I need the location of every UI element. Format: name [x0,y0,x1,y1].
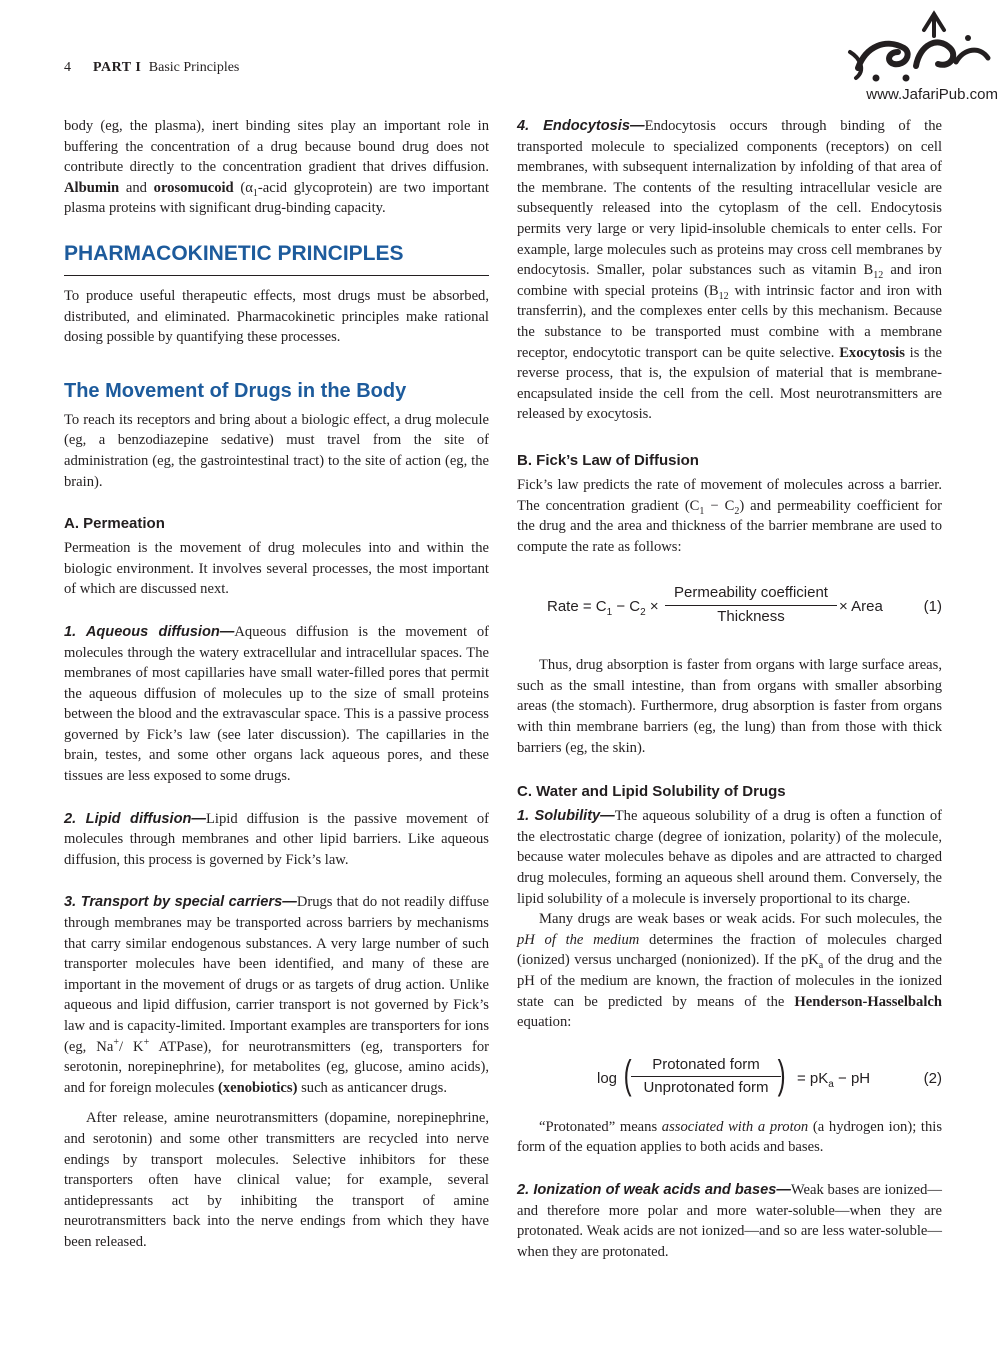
equation-2-number: (2) [923,1069,942,1087]
heading-ficks-law: B. Fick’s Law of Diffusion [517,451,699,469]
equation-1-numerator: Permeability coefficient [665,583,837,606]
part-label: PART I [93,60,142,75]
heading-permeation: A. Permeation [64,515,165,533]
equation-1 [517,577,942,633]
special-carriers-paragraph: 3. Transport by special carriers—Drugs that do not readily diffuse through membranes may be transported across barriers by mechanisms that carry similar endogenous substances. A very large number of such transporter molecules have been identified, and many of these are important in the movement of drugs or as targets of drug action. Unlike aqueous and lipid diffusion, carrier transport is not governed by Fick’s law and is capacity-limited. Important examples are transporters for ions (eg, Na+/ K+ ATPase), for neurotransmitters (eg, transporters for serotonin, norepinephrine), for metabolites (eg, glucose, amino acids), and for foreign molecules (xenobiotics) such as anticancer drugs. [64,894,490,1096]
right-column [517,116,942,1262]
equation-2 [517,1049,942,1107]
subsection-heading-movement: The Movement of Drugs in the Body [64,379,407,402]
publisher-logo [838,8,998,108]
ionization-paragraph: 2. Ionization of weak acids and bases—Weak bases are ionized—and therefore more polar and more water-soluble—when they are protonated. Weak acids are not ionized—and so are less water-soluble—when they are protonated. [517,1181,942,1260]
page-number: 4 [64,60,71,75]
endocytosis-paragraph: 4. Endocytosis—Endocytosis occurs through binding of the transported molecule to specialized components (receptors) on cell membranes, with subsequent internalization by infolding of that area of the membrane. The contents of the resulting intracellular vesicle are subsequently released into the cytoplasm of the cell. Endocytosis permits very large or very lipid-insoluble chemicals to enter cells. For example, large molecules such as proteins may cross cell membranes by endocytosis. Smaller, polar substances such as vitamin $B_{12}$ and iron combine with special proteins ($B_{12}$ with intrinsic factor and iron with transferrin), and the complexes enter cells by this mechanism. Because the substance to be transported must combine with a membrane receptor, endocytotic transport can be quite selective. Exocytosis is the reverse process, that is, the expulsion of material that is membrane-encapsulated inside the cell from the cell. Most neurotransmitters are released by exocytosis. [517,118,943,423]
aqueous-diffusion-paragraph: 1. Aqueous diffusion—Aqueous diffusion is the movement of molecules through the watery extracellular and intracellular spaces. The membranes of most capillaries have small water-filled pores that permit the aqueous diffusion of molecules up to the size of small proteins between the blood and the extravascular space. This is a passive process governed by Fick’s law (see later discussion). The capillaries in the brain, testes, and some other organs lack aqueous pores, and these tissues are less exposed to some drugs. [64,623,489,785]
calligraphy-logo-icon [846,8,996,86]
permeation-paragraph: Permeation is the movement of drug molecules into and within the biologic environment. It involves several processes, the most important of which are discussed next. [64,540,489,598]
equation-1-lhs: Rate = $C_1 - C_2$ × [547,598,659,619]
equation-2-numerator: Protonated form [631,1055,781,1078]
pk-paragraph: To produce useful therapeutic effects, most drugs must be absorbed, distributed, and eliminated. Pharmacokinetic principles make rational dosing possible by quantifying these processes. [64,287,489,346]
weak-bases-paragraph: Many drugs are weak bases or weak acids. For such molecules, the pH of the medium determines the fraction of molecules charged (ionized) versus uncharged (nonionized). If the $pK_a$ of the drug and the pH of the medium are known, the fraction of molecules in the ionized state can be predicted by means of the Henderson-Hasselbalch equation: [517,911,942,1031]
after-release-paragraph: After release, amine neurotransmitters (dopamine, norepinephrine, and serotonin) and some other transmitters are recycled into nerve endings by transport molecules. Selective inhibitors for these transporters often have clinical value; for example, several antidepressants act by inhibiting the transport of amine neurotransmitters back into the nerve endings from which they have been released. [64,1110,489,1250]
solubility-paragraph: 1. Solubility—The aqueous solubility of a drug is often a function of the electrostatic charge (degree of ionization, polarity) of the molecule, because water molecules behave as dipoles and are attracted to charged drug molecules, forming an aqueous shell around them. Conversely, the lipid solubility of a molecule is inversely proportional to its charge. [517,808,942,907]
protonated-paragraph: “Protonated” means associated with a proton (a hydrogen ion); this form of the equation applies to both acids and bases. [517,1118,943,1156]
ficks-law-paragraph: Fick’s law predicts the rate of movement of molecules across a barrier. The concentration gradient $(C_1 - C_2)$ and permeability coefficient for the drug and the area and thickness of the barrier membrane are used to compute the rate as follows: [517,476,943,555]
equation-2-fraction [631,1055,781,1099]
equation-1-fraction [665,583,837,627]
equation-2-left-paren: ( [623,1052,632,1097]
left-column [64,116,489,1253]
equation-2-denominator: Unprotonated form [643,1079,769,1097]
publisher-url: www.JafariPub.com [866,86,998,103]
absorption-paragraph: Thus, drug absorption is faster from organs with large surface areas, such as the small intestine, than from organs with smaller absorbing areas (the stomach). Furthermore, drug absorption is faster from organs with thin membrane barriers (eg, the lung) than from those with thick barriers (eg, the skin). [517,657,942,756]
intro-paragraph: body (eg, the plasma), inert binding sites play an important role in buffering the concentration of a drug because bound drug does not contribute directly to the concentration gradient that drives diffusion. Albumin and orosomucoid ($\alpha_1$-acid glycoprotein) are two important plasma proteins with significant drug-binding capacity. [64,118,490,217]
equation-2-tail: = $pK_a$ − pH [797,1069,871,1090]
movement-paragraph: To reach its receptors and bring about a biologic effect, a drug molecule (eg, a benzodiazepine sedative) must travel from the site of administration (eg, the gastrointestinal tract) to the site of action (eg, the brain). [64,411,489,490]
equation-2-right-paren: ) [777,1052,786,1097]
section-heading-pharmacokinetic: PHARMACOKINETIC PRINCIPLES [64,241,489,276]
lipid-diffusion-paragraph: 2. Lipid diffusion—Lipid diffusion is the passive movement of molecules through membranes and other lipid barriers. Like aqueous diffusion, this process is governed by Fick’s law. [64,810,489,868]
equation-1-tail: × Area [839,598,883,616]
part-title: Basic Principles [148,60,240,75]
heading-water-lipid-solubility: C. Water and Lipid Solubility of Drugs [517,783,786,801]
equation-2-log: log [597,1069,618,1087]
running-header [64,60,239,76]
equation-1-number: (1) [923,598,942,616]
equation-1-denominator: Thickness [717,607,785,625]
